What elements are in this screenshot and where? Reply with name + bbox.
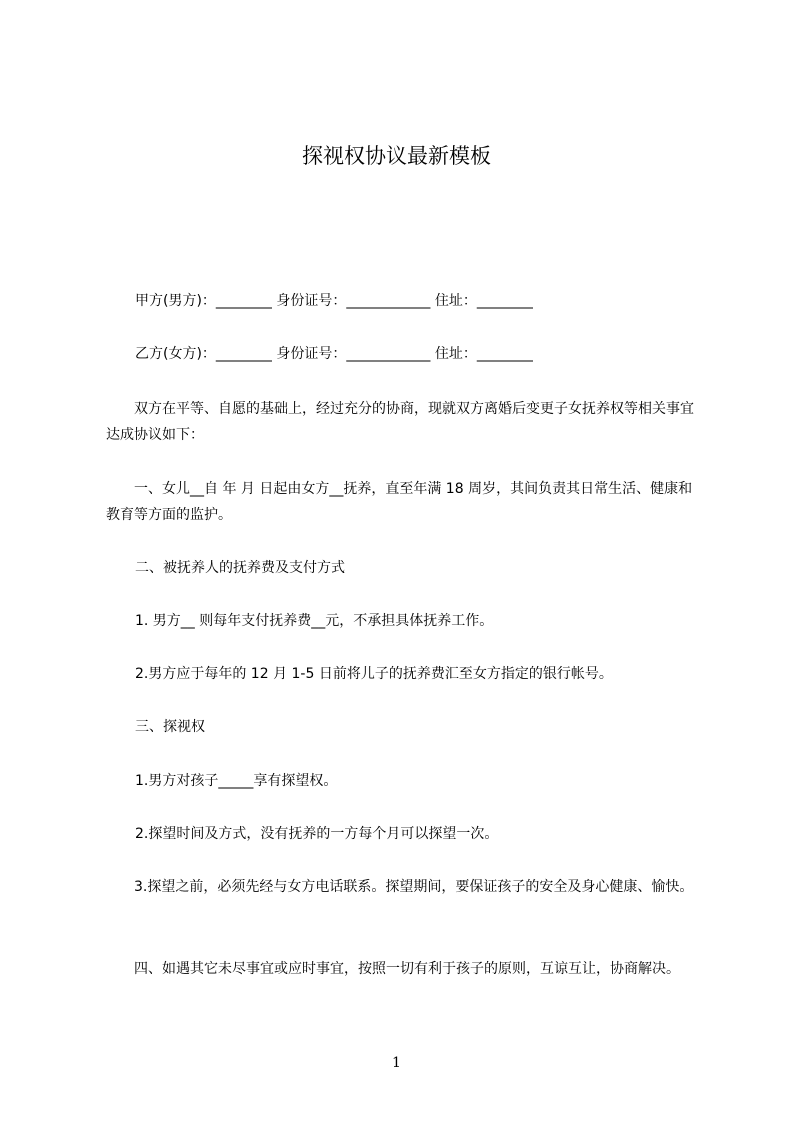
clause-3-1: 1.男方对孩子_____享有探望权。 [135,773,338,789]
intro-paragraph: 双方在平等、自愿的基础上，经过充分的协商，现就双方离婚后变更子女抚养权等相关事宜达成协议如下： [106,401,694,443]
section-3-heading: 三、探视权 [135,719,205,735]
clause-2-1: 1. 男方__ 则每年支付抚养费__元，不承担具体抚养工作。 [135,613,494,629]
party-a-line: 甲方(男方)：________ 身份证号：____________ 住址：________ [135,293,533,309]
page-number: 1 [392,1055,401,1071]
clause-3-3-paragraph: 3.探望之前，必须先经与女方电话联系。探望期间，要保证孩子的安全及身心健康、愉快。 [134,879,694,895]
section-2-heading: 二、被抚养人的抚养费及支付方式 [135,560,345,576]
clause-4-paragraph: 四、如遇其它未尽事宜或应时事宜，按照一切有利于孩子的原则，互谅互让，协商解决。 [134,961,680,977]
clause-2-2: 2.男方应于每年的 12 月 1-5 日前将儿子的抚养费汇至女方指定的银行帐号。 [135,666,613,682]
clause-1-paragraph: 一、女儿__自 年 月 日起由女方__抚养，直至年满 18 周岁，其间负责其日常生活、健康和教育等方面的监护。 [106,481,693,523]
document-title: 探视权协议最新模板 [302,144,491,168]
party-b-line: 乙方(女方)：________ 身份证号：____________ 住址：________ [135,346,533,362]
clause-3-2: 2.探望时间及方式，没有抚养的一方每个月可以探望一次。 [135,826,499,842]
